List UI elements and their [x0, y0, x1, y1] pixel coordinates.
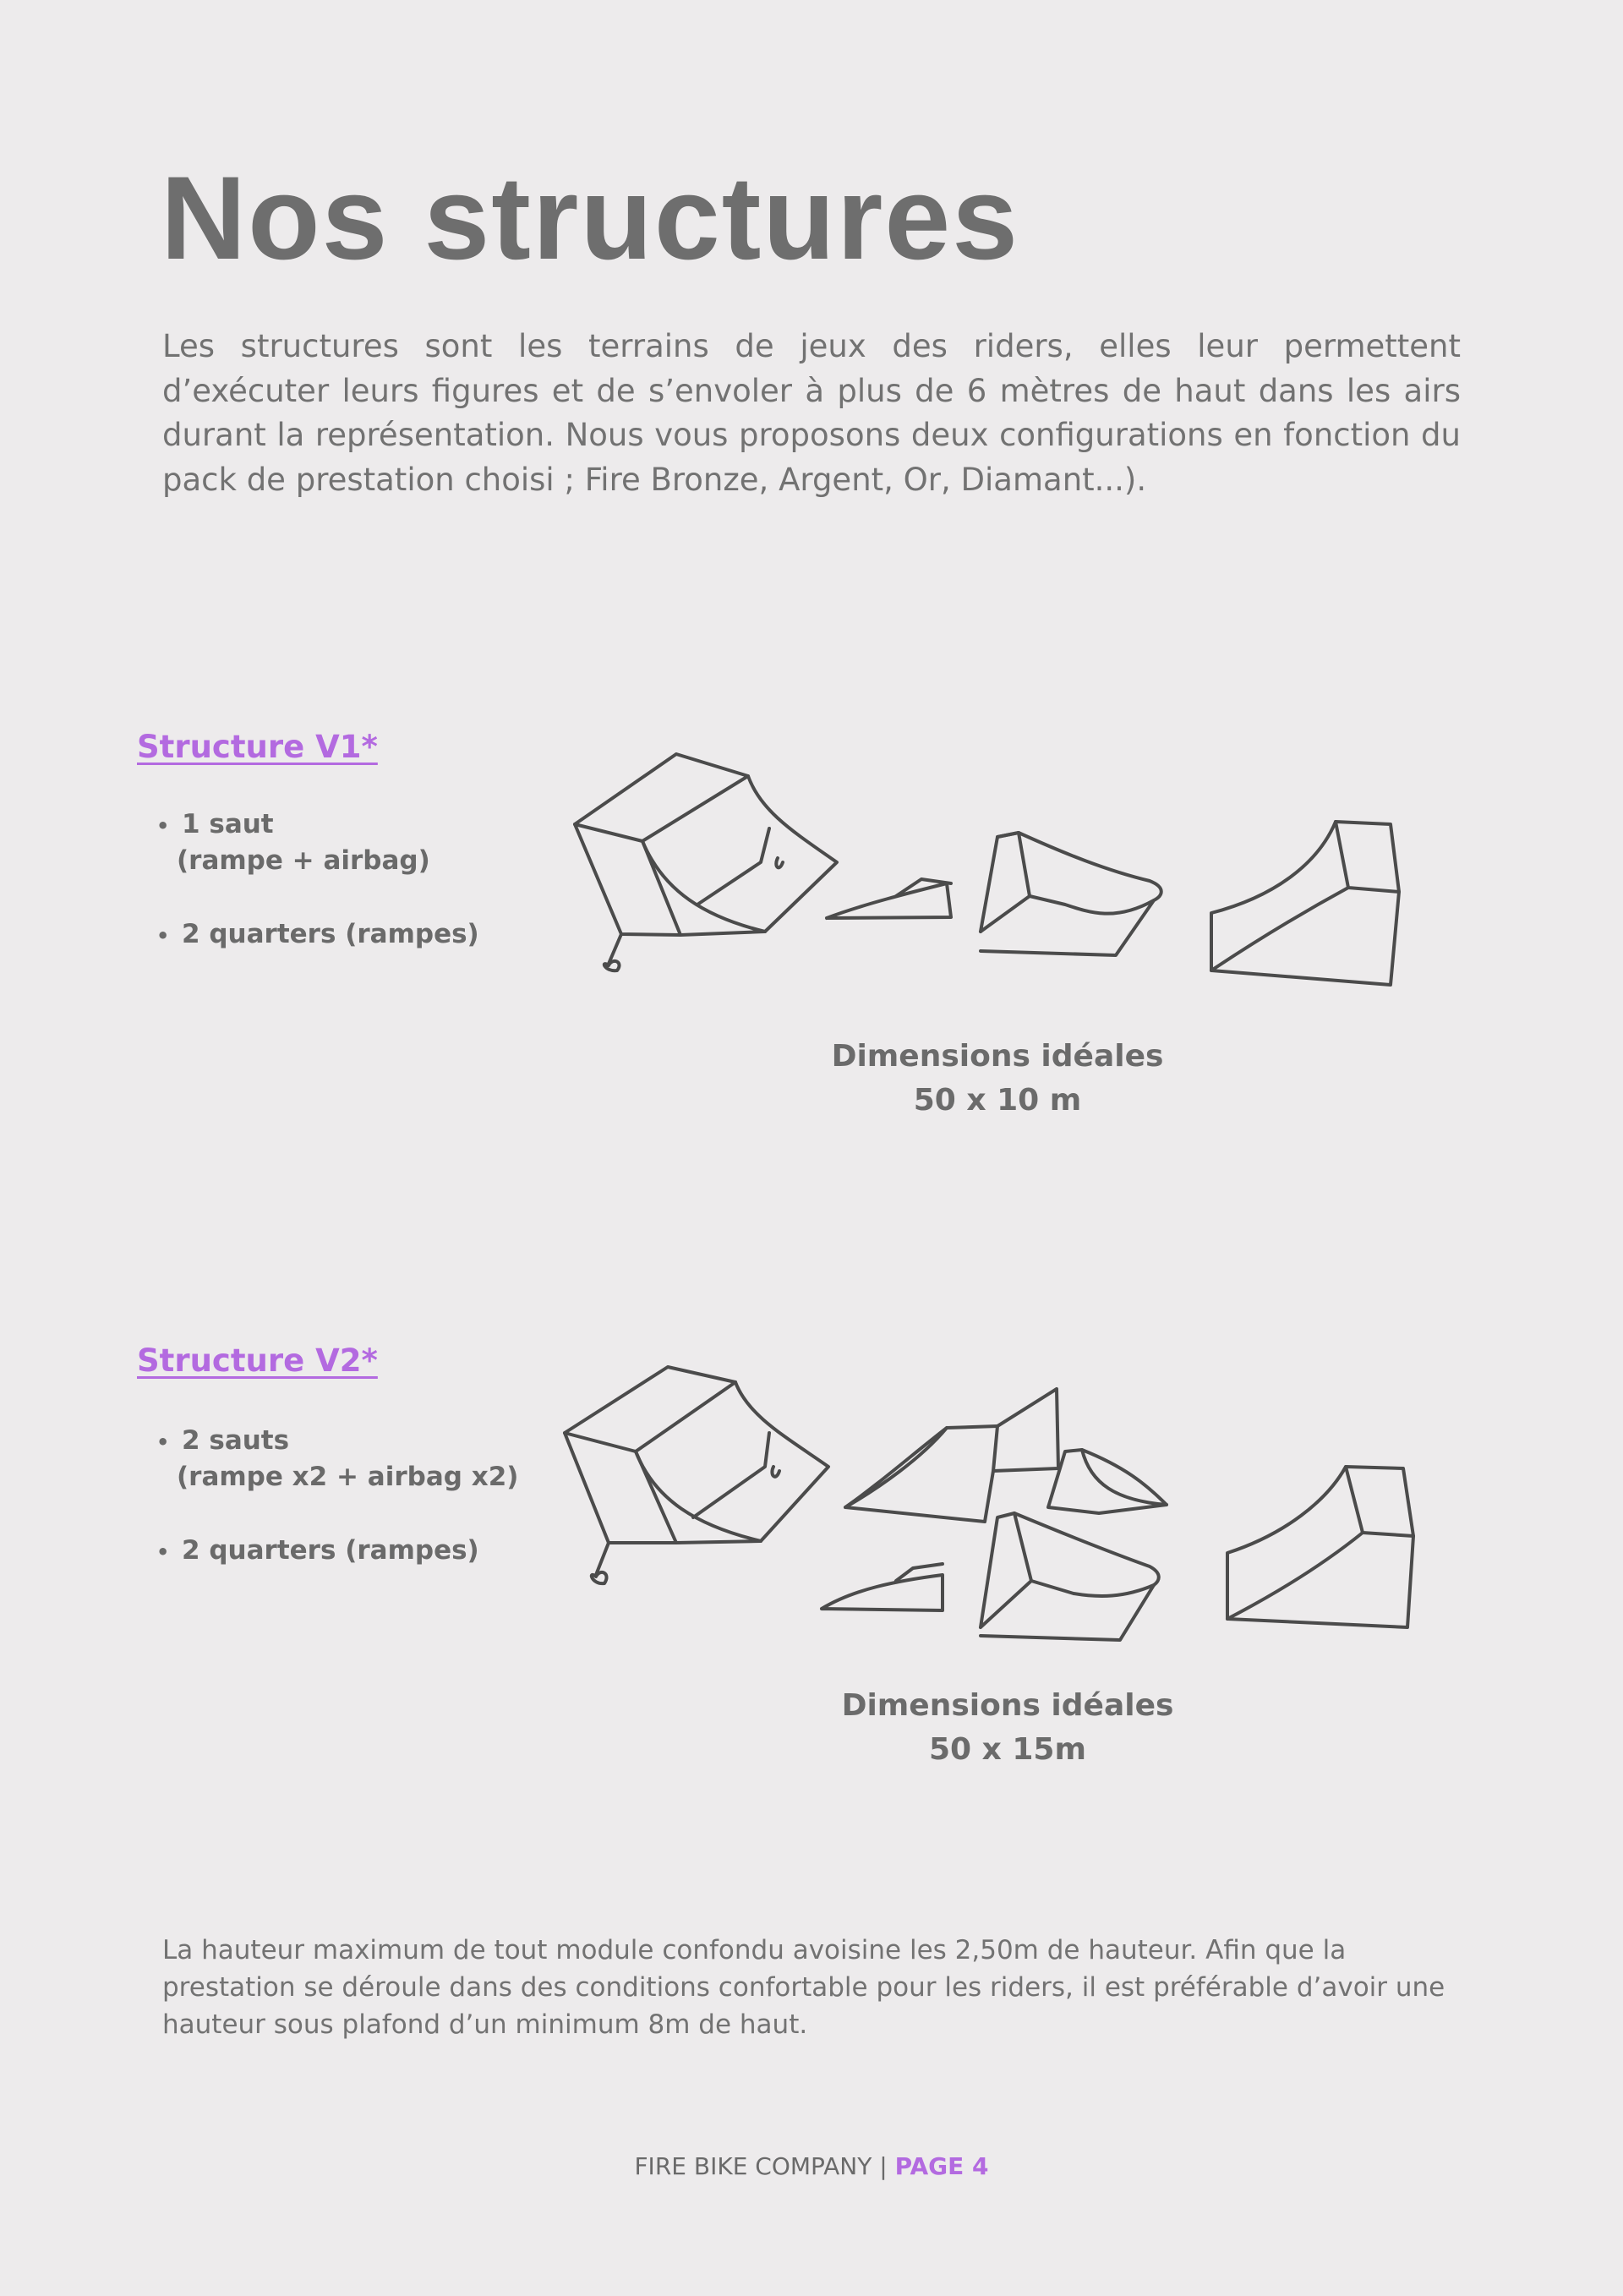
small-kicker-icon: [827, 879, 951, 918]
structure-v2-sketch: [558, 1357, 1437, 1644]
list-item-text: 2 sauts: [182, 1425, 290, 1456]
quarter-pipe-icon: [1211, 822, 1399, 985]
small-kicker-icon: [822, 1564, 943, 1610]
quarter-pipe-icon: [1227, 1467, 1413, 1627]
jump-airbag-icon: [565, 1367, 828, 1583]
footer-separator: |: [872, 2152, 895, 2180]
dimensions-value: 50 x 10 m: [913, 1083, 1082, 1118]
intro-paragraph: Les structures sont les terrains de jeux des riders, elles leur permettent d’exécuter leurs figures et de s’envoler à plus de 6 mètres de haut dans les airs durant la représentation. Nous vous proposons deux configurations en fonction du pack de prestation choisi ; Fire Bronze, Argent, Or, Diamant...).: [162, 328, 1461, 498]
structure-v1-dimensions: [795, 1035, 1200, 1123]
page-title: Nos structures: [161, 151, 1020, 284]
jump-airbag-icon: [575, 754, 837, 970]
structure-v1-title: Structure V1*: [137, 729, 378, 765]
dimensions-value: 50 x 15m: [929, 1732, 1086, 1767]
list-item: [156, 916, 479, 953]
list-item-detail: (rampe + airbag): [177, 845, 430, 876]
list-item-text: 2 quarters (rampes): [182, 1535, 479, 1566]
page-number: PAGE 4: [894, 2152, 989, 2180]
footer-company: FIRE BIKE COMPANY: [634, 2152, 872, 2180]
structure-v2-list: [156, 1423, 518, 1606]
structure-v1-sketch: [558, 744, 1420, 989]
structure-v2-dimensions: [805, 1684, 1210, 1772]
list-item-detail: (rampe x2 + airbag x2): [177, 1462, 519, 1492]
long-ramp-icon: [845, 1389, 1058, 1522]
outro-paragraph: La hauteur maximum de tout module confondu avoisine les 2,50m de hauteur. Afin que la prestation se déroule dans des conditions confortable pour les riders, il est préférable d’avoir une hauteur sous plafond d’un minimum 8m de haut.: [162, 1935, 1445, 2040]
structure-v1-list: [156, 806, 479, 990]
list-item: [156, 1423, 518, 1495]
launch-ramp-icon: [981, 833, 1161, 955]
dimensions-label: Dimensions idéales: [831, 1039, 1164, 1074]
page-footer: [0, 2152, 1623, 2180]
dimensions-label: Dimensions idéales: [841, 1688, 1174, 1723]
small-quarter-icon: [1048, 1450, 1167, 1513]
list-item: [156, 806, 479, 879]
structure-v2-title: Structure V2*: [137, 1342, 378, 1379]
list-item-text: 2 quarters (rampes): [182, 919, 479, 949]
launch-ramp-icon: [981, 1513, 1159, 1640]
list-item: [156, 1533, 518, 1569]
list-item-text: 1 saut: [182, 809, 274, 839]
